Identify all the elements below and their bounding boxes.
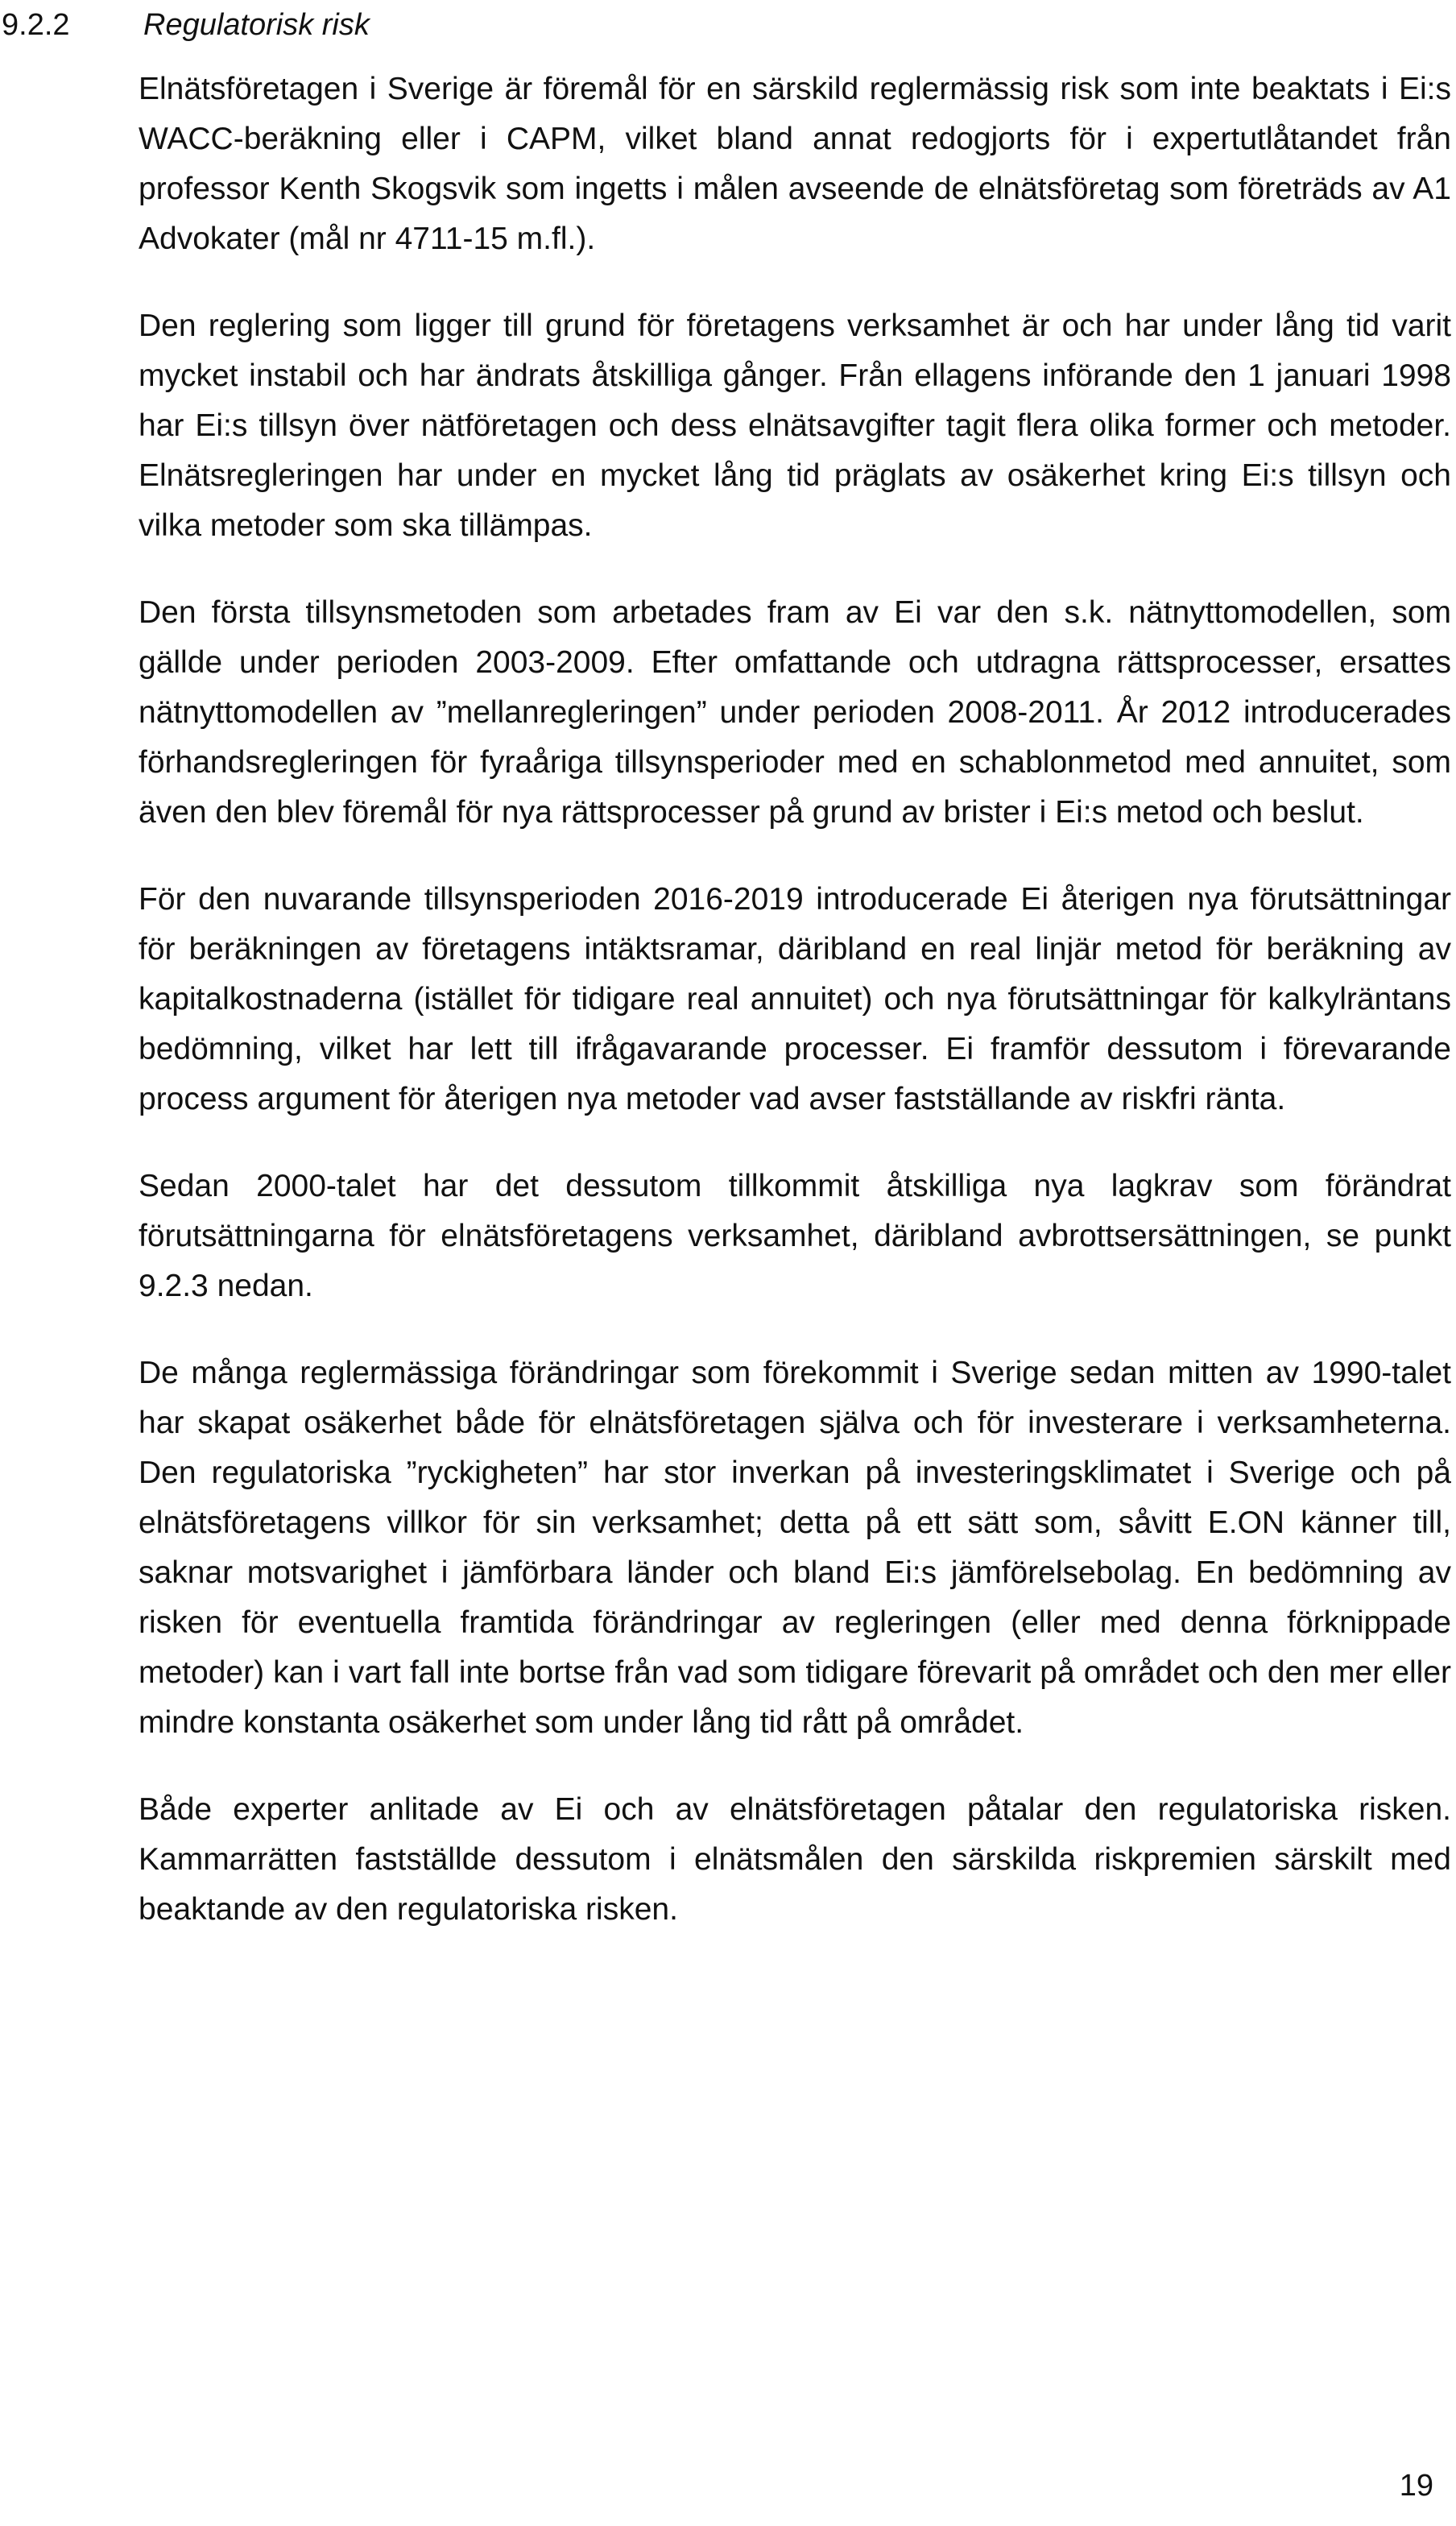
body-text: [139, 64, 1451, 1972]
paragraph: För den nuvarande tillsynsperioden 2016-2019 introducerade Ei återigen nya förutsättningar för beräkningen av företagens intäktsramar, däribland en real linjär metod för beräkning av kapitalkostnaderna (istället för tidigare real annuitet) och nya förutsättningar för kalkylräntans bedömning, vilket har lett till ifrågavarande processer. Ei framför dessutom i förevarande process argument för återigen nya metoder vad avser fastställande av riskfri ränta.: [139, 882, 1451, 1116]
page-number: 19: [1399, 2469, 1433, 2503]
paragraph: Den reglering som ligger till grund för företagens verksamhet är och har under lång tid varit mycket instabil och har ändrats åtskilliga gånger. Från ellagens införande den 1 januari 1998 har Ei:s tillsyn över nätföretagen och dess elnätsavgifter tagit flera olika former och metoder. Elnätsregleringen har under en mycket lång tid präglats av osäkerhet kring Ei:s tillsyn och vilka metoder som ska tillämpas.: [139, 309, 1451, 543]
paragraph: De många reglermässiga förändringar som förekommit i Sverige sedan mitten av 1990-talet har skapat osäkerhet både för elnätsföretagen själva och för investerare i verksamheterna. Den regulatoriska ”ryckigheten” har stor inverkan på investeringsklimatet i Sverige och på elnätsföretagens villkor för sin verksamhet; detta på ett sätt som, såvitt E.ON känner till, saknar motsvarighet i jämförbara länder och bland Ei:s jämförelsebolag. En bedömning av risken för eventuella framtida förändringar av regleringen (eller med denna förknippade metoder) kan i vart fall inte bortse från vad som tidigare förevarit på området och den mer eller mindre konstanta osäkerhet som under lång tid rått på området.: [139, 1356, 1451, 1740]
paragraph: Både experter anlitade av Ei och av elnätsföretagen påtalar den regulatoriska risken. Kammarrätten fastställde dessutom i elnätsmålen den särskilda riskpremien särskilt med beaktande av den regulatoriska risken.: [139, 1792, 1451, 1927]
section-number: 9.2.2: [2, 8, 70, 42]
paragraph: Elnätsföretagen i Sverige är föremål för en särskild reglermässig risk som inte beaktats i Ei:s WACC-beräkning eller i CAPM, vilket bland annat redogjorts för i expertutlåtandet från professor Kenth Skogsvik som ingetts i målen avseende de elnätsföretag som företräds av A1 Advokater (mål nr 4711-15 m.fl.).: [139, 72, 1451, 256]
section-header: [0, 5, 370, 45]
paragraph: Sedan 2000-talet har det dessutom tillkommit åtskilliga nya lagkrav som förändrat förutsättningarna för elnätsföretagens verksamhet, däribland avbrottsersättningen, se punkt 9.2.3 nedan.: [139, 1169, 1451, 1303]
paragraph: Den första tillsynsmetoden som arbetades fram av Ei var den s.k. nätnyttomodellen, som gällde under perioden 2003-2009. Efter omfattande och utdragna rättsprocesser, ersattes nätnyttomodellen av ”mellanregleringen” under perioden 2008-2011. År 2012 introducerades förhandsregleringen för fyraåriga tillsynsperioder med en schablonmetod med annuitet, som även den blev föremål för nya rättsprocesser på grund av brister i Ei:s metod och beslut.: [139, 595, 1451, 830]
section-title: Regulatorisk risk: [143, 8, 370, 42]
